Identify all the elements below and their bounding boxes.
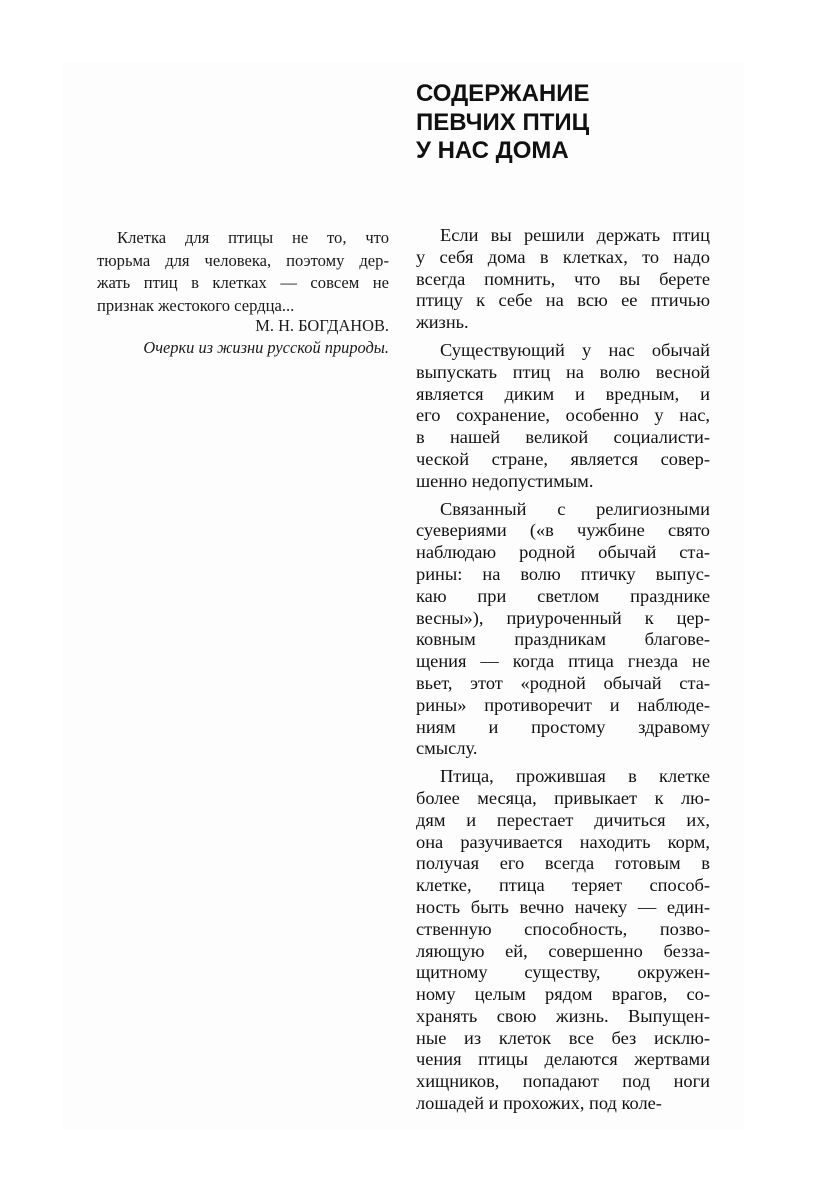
paragraph — [416, 225, 710, 334]
text-line: вьет, этот «родной обычай ста- — [416, 672, 710, 693]
text-line: ственную способность, позво- — [416, 918, 710, 939]
epigraph-line: тюрьма для человека, поэтому дер- — [97, 250, 389, 270]
text-line: хищников, попадают под ноги — [416, 1071, 710, 1092]
text-line: жизнь. — [416, 312, 469, 333]
text-line: у себя дома в клетках, то надо — [416, 246, 710, 267]
paragraph — [416, 499, 710, 761]
text-line: всегда помнить, что вы берете — [416, 268, 710, 289]
text-line: щения — когда птица гнезда не — [416, 651, 710, 672]
title-line: У НАС ДОМА — [416, 137, 569, 165]
epigraph — [97, 227, 389, 317]
text-line: суевериями («в чужбине свято — [416, 520, 710, 541]
text-line: птицу к себе на всю ее птичью — [416, 290, 710, 311]
text-line: Птица, прожившая в клетке — [440, 766, 710, 787]
text-line: Связанный с религиозными — [440, 498, 710, 519]
epigraph-line: признак жестокого сердца... — [97, 295, 295, 315]
text-line: клетке, птица теряет способ- — [416, 875, 710, 896]
epigraph-author: М. Н. БОГДАНОВ. — [255, 316, 389, 335]
text-line: выпускать птиц на волю весной — [416, 361, 710, 382]
text-line: каю при светлом празднике — [416, 585, 710, 606]
text-line: ность быть вечно начеку — един- — [416, 896, 710, 917]
text-line: ниям и простому здравому — [416, 716, 710, 737]
text-line: более месяца, привыкает к лю- — [416, 787, 710, 808]
text-line: его сохранение, особенно у нас, — [416, 405, 710, 426]
title-line: СОДЕРЖАНИЕ — [416, 80, 590, 107]
text-line: щитному существу, окружен- — [416, 962, 710, 983]
paragraph — [416, 340, 710, 493]
epigraph-line: Клетка для птицы не то, что — [117, 228, 389, 247]
text-line: ные из клеток все без исклю- — [416, 1027, 710, 1048]
text-line: наблюдаю родной обычай ста- — [416, 542, 710, 563]
title-line: ПЕВЧИХ ПТИЦ — [416, 108, 590, 136]
text-line: лошадей и прохожих, под коле- — [416, 1093, 662, 1114]
text-line: рины» противоречит и наблюде- — [416, 694, 710, 715]
text-line: чения птицы делаются жертвами — [416, 1049, 710, 1070]
text-line: смыслу. — [416, 738, 478, 759]
text-line: ческой стране, является совер- — [416, 448, 710, 469]
text-line: является диким и вредным, и — [416, 383, 710, 404]
epigraph-source: Очерки из жизни русской природы. — [143, 338, 389, 357]
text-line: Существующий у нас обычай — [440, 339, 710, 360]
text-line: хранять свою жизнь. Выпущен- — [416, 1005, 710, 1026]
text-line: весны»), приуроченный к цер- — [416, 607, 710, 628]
text-line: шенно недопустимым. — [416, 470, 594, 491]
paragraph — [416, 766, 710, 1115]
text-line: ному целым рядом врагов, со- — [416, 984, 710, 1005]
text-line: получая его всегда готовым в — [416, 853, 710, 874]
body-text — [416, 225, 710, 1115]
text-line: дям и перестает дичиться их, — [416, 809, 710, 830]
text-line: она разучивается находить корм, — [416, 831, 710, 852]
text-line: рины: на волю птичку выпус- — [416, 563, 710, 584]
epigraph-line: жать птиц в клетках — совсем не — [97, 273, 389, 292]
text-line: в нашей великой социалисти- — [416, 427, 710, 448]
text-line: ковным праздникам благове- — [416, 629, 710, 650]
text-line: ляющую ей, совершенно безза- — [416, 940, 710, 961]
text-line: Если вы решили держать птиц — [440, 225, 710, 245]
chapter-title — [416, 80, 590, 166]
